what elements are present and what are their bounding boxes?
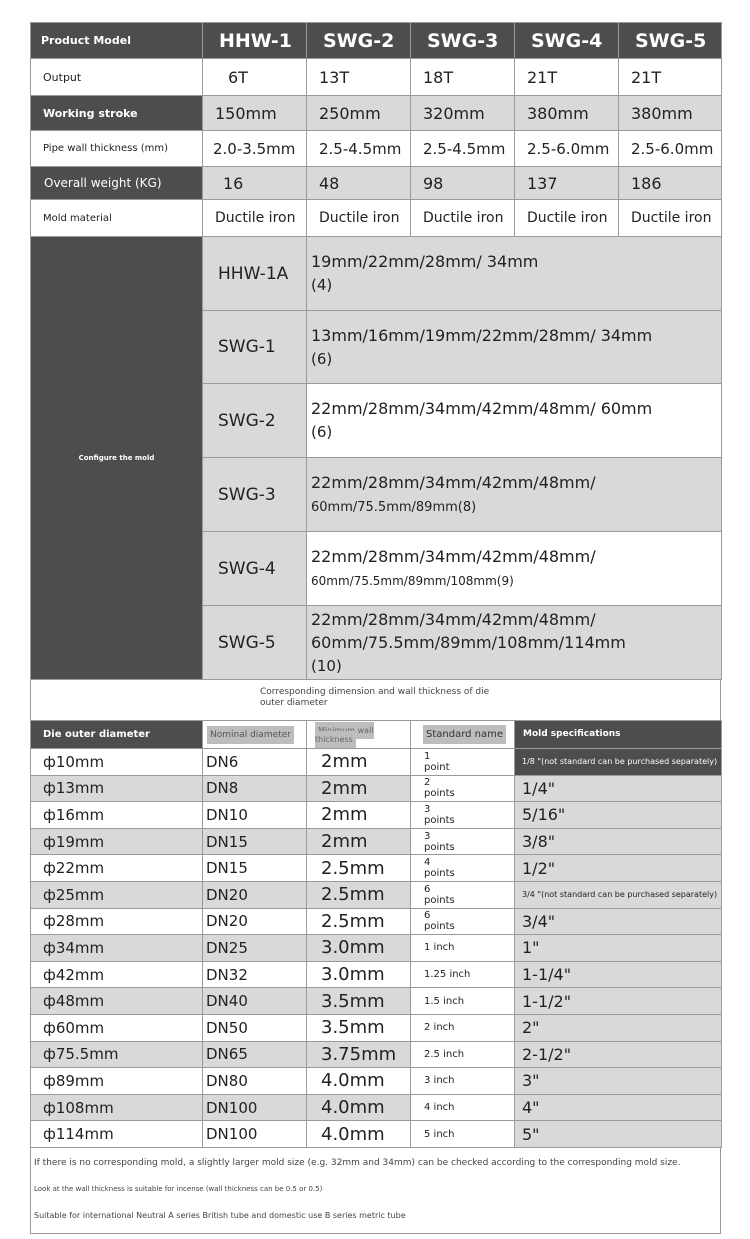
size-chart-row <box>31 988 722 1015</box>
standard-name <box>411 775 515 802</box>
config-sizes <box>307 311 722 384</box>
min-wall-thickness: 3.5mm <box>307 1014 411 1041</box>
die-outer-diameter: ф25mm <box>31 881 203 908</box>
standard-name <box>411 802 515 829</box>
size-chart-row <box>31 749 722 776</box>
mold-material-label: Mold material <box>31 200 203 237</box>
weight-value: 137 <box>515 167 619 200</box>
config-sizes-line1: 22mm/28mm/34mm/42mm/48mm/ <box>311 472 596 492</box>
config-sizes <box>307 606 722 680</box>
standard-name-b: points <box>424 868 455 880</box>
config-model: SWG-1 <box>203 311 307 384</box>
spec-sheet <box>30 22 721 1234</box>
config-sizes-line2: 60mm/75.5mm/89mm/108mm(9) <box>311 573 514 588</box>
spec-table <box>30 22 722 237</box>
min-wall-thickness: 2mm <box>307 775 411 802</box>
standard-name-a: 2 inch <box>424 1022 455 1034</box>
config-sizes <box>307 384 722 458</box>
config-sizes <box>307 237 722 311</box>
min-wall-thickness: 2.5mm <box>307 881 411 908</box>
size-chart-caption <box>30 680 721 720</box>
mold-specification: 3" <box>515 1068 722 1095</box>
wall-thickness-row <box>31 131 722 167</box>
header-nominal-cell <box>203 721 307 749</box>
standard-name <box>411 855 515 882</box>
header-standard-cell <box>411 721 515 749</box>
die-outer-diameter: ф89mm <box>31 1068 203 1095</box>
mold-specification: 1-1/4" <box>515 961 722 988</box>
wall-thickness-label: Pipe wall thickness (mm) <box>31 131 203 167</box>
min-wall-thickness: 2mm <box>307 749 411 776</box>
config-sizes-line2: 60mm/75.5mm/89mm(8) <box>311 499 477 515</box>
note-2: Look at the wall thickness is suitable for incense (wall thickness can be 0.5 or 0.5) <box>34 1184 323 1193</box>
min-wall-thickness: 2.5mm <box>307 908 411 935</box>
standard-name-b: points <box>424 788 455 800</box>
mold-specification: 3/4" <box>515 908 722 935</box>
config-sizes <box>307 458 722 532</box>
nominal-diameter: DN40 <box>203 988 307 1015</box>
standard-name-a: 6 <box>424 910 431 922</box>
config-sizes-line1: 19mm/22mm/28mm/ 34mm <box>311 252 539 271</box>
weight-value: 16 <box>203 167 307 200</box>
min-wall-thickness: 4.0mm <box>307 1094 411 1121</box>
nominal-diameter: DN50 <box>203 1014 307 1041</box>
model-hhw-1: HHW-1 <box>203 23 307 59</box>
min-wall-thickness: 2.5mm <box>307 855 411 882</box>
standard-name-a: 3 <box>424 830 431 842</box>
wall-thickness-value: 2.5-6.0mm <box>619 131 722 167</box>
nominal-diameter: DN15 <box>203 828 307 855</box>
output-label: Output <box>31 59 203 96</box>
standard-name <box>411 828 515 855</box>
die-outer-diameter: ф22mm <box>31 855 203 882</box>
min-wall-thickness: 3.0mm <box>307 935 411 962</box>
model-swg-4: SWG-4 <box>515 23 619 59</box>
mold-specification: 2-1/2" <box>515 1041 722 1068</box>
note-3: Suitable for international Neutral A series British tube and domestic use B series metric tube <box>34 1210 406 1220</box>
size-chart-row <box>31 881 722 908</box>
output-value: 21T <box>619 59 722 96</box>
config-sizes-line1: 22mm/28mm/34mm/42mm/48mm/ <box>311 546 596 566</box>
caption-text: Corresponding dimension and wall thickness of die outer diameter <box>260 687 490 708</box>
min-wall-thickness: 2mm <box>307 802 411 829</box>
mold-material-value: Ductile iron <box>619 200 722 237</box>
config-model: HHW-1A <box>203 237 307 311</box>
standard-name-b: point <box>424 761 450 773</box>
mold-specification: 1/4" <box>515 775 722 802</box>
size-chart-row <box>31 1014 722 1041</box>
die-outer-diameter: ф42mm <box>31 961 203 988</box>
die-outer-diameter: ф48mm <box>31 988 203 1015</box>
standard-name-b: points <box>424 814 455 826</box>
standard-name <box>411 1068 515 1095</box>
die-outer-diameter: ф34mm <box>31 935 203 962</box>
die-outer-diameter: ф10mm <box>31 749 203 776</box>
config-sizes-line1: 13mm/16mm/19mm/22mm/28mm/ 34mm <box>311 325 653 345</box>
header-min-wall-cell <box>307 721 411 749</box>
nominal-diameter: DN100 <box>203 1094 307 1121</box>
size-chart-body <box>31 749 722 1148</box>
mold-specification: 5/16" <box>515 802 722 829</box>
die-outer-diameter: ф19mm <box>31 828 203 855</box>
standard-name <box>411 1014 515 1041</box>
standard-name-a: 6 <box>424 883 431 895</box>
note-1: If there is no corresponding mold, a slightly larger mold size (e.g. 32mm and 34mm) can be checked according to the corresponding mold size. <box>34 1157 681 1168</box>
output-row <box>31 59 722 96</box>
header-standard: Standard name <box>423 725 506 744</box>
standard-name-b: points <box>424 841 455 853</box>
config-sizes <box>307 532 722 606</box>
mold-specification: 3/4 "(not standard can be purchased separately) <box>515 881 722 908</box>
mold-specification: 1/8 "(not standard can be purchased separately) <box>515 749 722 776</box>
standard-name <box>411 908 515 935</box>
nominal-diameter: DN20 <box>203 908 307 935</box>
size-chart-row <box>31 775 722 802</box>
nominal-diameter: DN10 <box>203 802 307 829</box>
mold-specification: 1-1/2" <box>515 988 722 1015</box>
nominal-diameter: DN8 <box>203 775 307 802</box>
size-chart-header <box>31 721 722 749</box>
standard-name <box>411 961 515 988</box>
header-nominal: Nominal diameter <box>207 726 294 744</box>
standard-name <box>411 1041 515 1068</box>
stroke-value: 250mm <box>307 96 411 131</box>
mold-material-value: Ductile iron <box>411 200 515 237</box>
weight-value: 48 <box>307 167 411 200</box>
mold-config-table <box>30 236 722 680</box>
die-outer-diameter: ф28mm <box>31 908 203 935</box>
size-chart-row <box>31 935 722 962</box>
weight-value: 98 <box>411 167 515 200</box>
nominal-diameter: DN100 <box>203 1121 307 1148</box>
model-swg-3: SWG-3 <box>411 23 515 59</box>
mold-specification: 5" <box>515 1121 722 1148</box>
config-sizes-line2: (6) <box>311 423 333 441</box>
weight-row <box>31 167 722 200</box>
standard-name-a: 5 inch <box>424 1128 455 1140</box>
output-value: 18T <box>411 59 515 96</box>
die-outer-diameter: ф16mm <box>31 802 203 829</box>
header-die-outer: Die outer diameter <box>31 721 203 749</box>
standard-name-a: 1.5 inch <box>424 995 465 1007</box>
product-model-label: Product Model <box>31 23 203 59</box>
config-sizes-line1: 22mm/28mm/34mm/42mm/48mm/ <box>311 609 596 629</box>
nominal-diameter: DN20 <box>203 881 307 908</box>
nominal-diameter: DN25 <box>203 935 307 962</box>
standard-name-a: 4 inch <box>424 1102 455 1114</box>
config-model: SWG-4 <box>203 532 307 606</box>
mold-specification: 1" <box>515 935 722 962</box>
mold-specification: 1/2" <box>515 855 722 882</box>
standard-name-a: 4 <box>424 857 431 869</box>
size-chart-row <box>31 908 722 935</box>
mold-specification: 3/8" <box>515 828 722 855</box>
min-wall-thickness: 3.5mm <box>307 988 411 1015</box>
mold-specification: 2" <box>515 1014 722 1041</box>
size-chart-row <box>31 1041 722 1068</box>
config-model: SWG-3 <box>203 458 307 532</box>
min-wall-thickness: 3.75mm <box>307 1041 411 1068</box>
stroke-value: 380mm <box>619 96 722 131</box>
wall-thickness-value: 2.5-4.5mm <box>307 131 411 167</box>
size-chart-row <box>31 1121 722 1148</box>
size-chart-row <box>31 1068 722 1095</box>
standard-name-a: 2.5 inch <box>424 1048 465 1060</box>
weight-label: Overall weight (KG) <box>31 167 203 200</box>
min-wall-thickness: 2mm <box>307 828 411 855</box>
working-stroke-row <box>31 96 722 131</box>
config-model: SWG-5 <box>203 606 307 680</box>
output-value: 6T <box>203 59 307 96</box>
nominal-diameter: DN80 <box>203 1068 307 1095</box>
min-wall-thickness: 4.0mm <box>307 1068 411 1095</box>
mold-material-value: Ductile iron <box>203 200 307 237</box>
configure-mold-label: Configure the mold <box>31 237 203 680</box>
config-row <box>31 237 722 311</box>
size-chart-row <box>31 961 722 988</box>
config-sizes-line1: 22mm/28mm/34mm/42mm/48mm/ 60mm <box>311 399 653 418</box>
standard-name <box>411 881 515 908</box>
mold-material-row <box>31 200 722 237</box>
output-value: 13T <box>307 59 411 96</box>
header-min-wall: Minimum wall thickness <box>315 722 374 748</box>
config-sizes-line2: (6) <box>311 349 333 368</box>
standard-name-a: 1 inch <box>424 942 455 954</box>
standard-name <box>411 935 515 962</box>
standard-name-b: points <box>424 894 455 906</box>
die-outer-diameter: ф114mm <box>31 1121 203 1148</box>
stroke-value: 150mm <box>203 96 307 131</box>
min-wall-thickness: 4.0mm <box>307 1121 411 1148</box>
standard-name <box>411 1094 515 1121</box>
model-swg-2: SWG-2 <box>307 23 411 59</box>
nominal-diameter: DN32 <box>203 961 307 988</box>
config-sizes-line3: (10) <box>311 656 342 675</box>
config-sizes-line2: 60mm/75.5mm/89mm/108mm/114mm <box>311 632 626 652</box>
standard-name-b: points <box>424 921 455 933</box>
standard-name-a: 3 inch <box>424 1075 455 1087</box>
weight-value: 186 <box>619 167 722 200</box>
working-stroke-label: Working stroke <box>31 96 203 131</box>
config-model: SWG-2 <box>203 384 307 458</box>
header-mold-spec: Mold specifications <box>515 721 722 749</box>
standard-name <box>411 749 515 776</box>
standard-name-a: 1.25 inch <box>424 969 471 981</box>
size-chart-row <box>31 828 722 855</box>
die-outer-diameter: ф13mm <box>31 775 203 802</box>
standard-name <box>411 1121 515 1148</box>
size-chart-row <box>31 855 722 882</box>
stroke-value: 320mm <box>411 96 515 131</box>
standard-name-a: 2 <box>424 777 431 789</box>
size-chart-row <box>31 802 722 829</box>
die-outer-diameter: ф75.5mm <box>31 1041 203 1068</box>
wall-thickness-value: 2.5-6.0mm <box>515 131 619 167</box>
spec-header-row <box>31 23 722 59</box>
die-outer-diameter: ф108mm <box>31 1094 203 1121</box>
model-swg-5: SWG-5 <box>619 23 722 59</box>
mold-specification: 4" <box>515 1094 722 1121</box>
size-chart-row <box>31 1094 722 1121</box>
standard-name-a: 1 <box>424 750 431 762</box>
standard-name <box>411 988 515 1015</box>
wall-thickness-value: 2.5-4.5mm <box>411 131 515 167</box>
wall-thickness-value: 2.0-3.5mm <box>203 131 307 167</box>
die-outer-diameter: ф60mm <box>31 1014 203 1041</box>
standard-name-a: 3 <box>424 803 431 815</box>
nominal-diameter: DN6 <box>203 749 307 776</box>
size-chart-table <box>30 720 722 1148</box>
min-wall-thickness: 3.0mm <box>307 961 411 988</box>
config-sizes-line2: (4) <box>311 276 333 294</box>
output-value: 21T <box>515 59 619 96</box>
nominal-diameter: DN65 <box>203 1041 307 1068</box>
mold-material-value: Ductile iron <box>307 200 411 237</box>
nominal-diameter: DN15 <box>203 855 307 882</box>
stroke-value: 380mm <box>515 96 619 131</box>
mold-material-value: Ductile iron <box>515 200 619 237</box>
notes-section <box>30 1148 721 1234</box>
